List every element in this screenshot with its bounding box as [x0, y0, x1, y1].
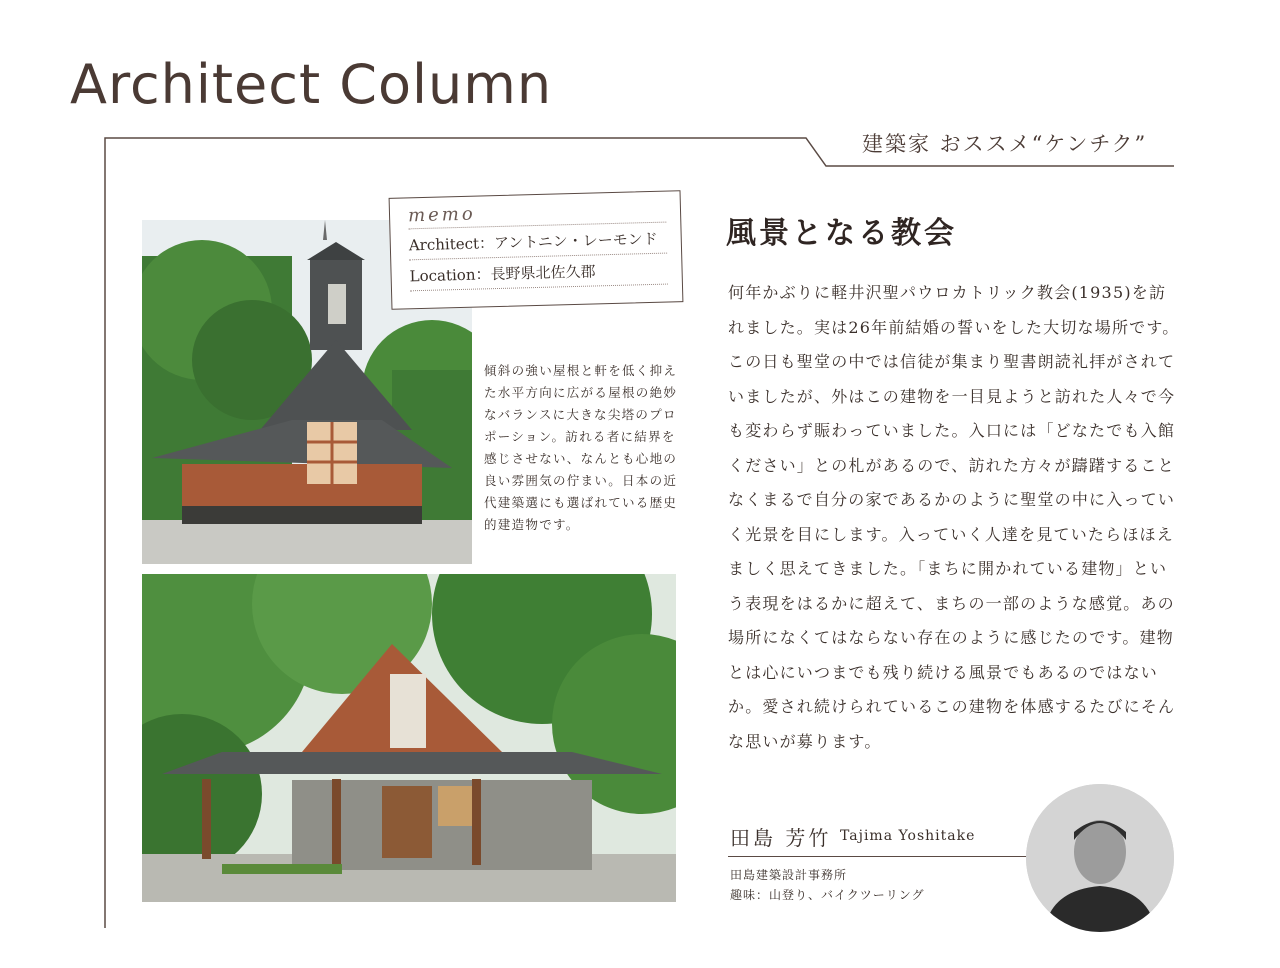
church-facade-photo	[142, 574, 676, 902]
author-hobby: 趣味：山登り、バイクツーリング	[730, 888, 925, 902]
memo-card	[389, 190, 684, 310]
article-body: 何年かぶりに軽井沢聖パウロカトリック教会(1935)を訪れました。実は26年前結婚の誓いをした大切な場所です。この日も聖堂の中では信徒が集まり聖書朗読礼拝がされていましたが、外はこの建物を一目見ようと訪れた人々で今も変わらず賑わっていました。入口には「どなたでも入館ください」との札があるので、訪れた方々が躊躇することなくまるで自分の家であるかのように聖堂の中に入っていく光景を目にします。入っていく人達を見ていたらほほえましく思えてきました。「まちに開かれている建物」という表現をはるかに超えて、まちの一部のような感覚。あの場所になくてはならない存在のように感じたのです。建物とは心にいつまでも残り続ける風景でもあるのではないか。愛され続けられているこの建物を体感するたびにそんな思いが募ります。	[728, 283, 1180, 751]
memo-title: memo	[408, 200, 667, 230]
author-name: 田島 芳竹	[730, 826, 832, 850]
photo-caption: 傾斜の強い屋根と軒を低く抑えた水平方向に広がる屋根の絶妙なバランスに大きな尖塔のプロポーション。訪れる者に結界を感じさせない、なんとも心地の良い雰囲気の佇まい。日本の近代建築選にも選ばれている歴史的建造物です。	[484, 363, 678, 532]
author-office: 田島建築設計事務所	[730, 868, 848, 882]
column-title: Architect Column	[70, 53, 553, 116]
article-heading: 風景となる教会	[726, 216, 957, 251]
author-roman-name: Tajima Yoshitake	[840, 828, 976, 844]
column-subtitle: 建築家 おススメ“ケンチク”	[862, 132, 1148, 156]
author-divider	[728, 856, 1028, 857]
memo-location: Location：長野県北佐久郡	[409, 254, 668, 292]
author-avatar	[1026, 784, 1174, 932]
memo-architect: Architect：アントニン・レーモンド	[408, 223, 667, 261]
